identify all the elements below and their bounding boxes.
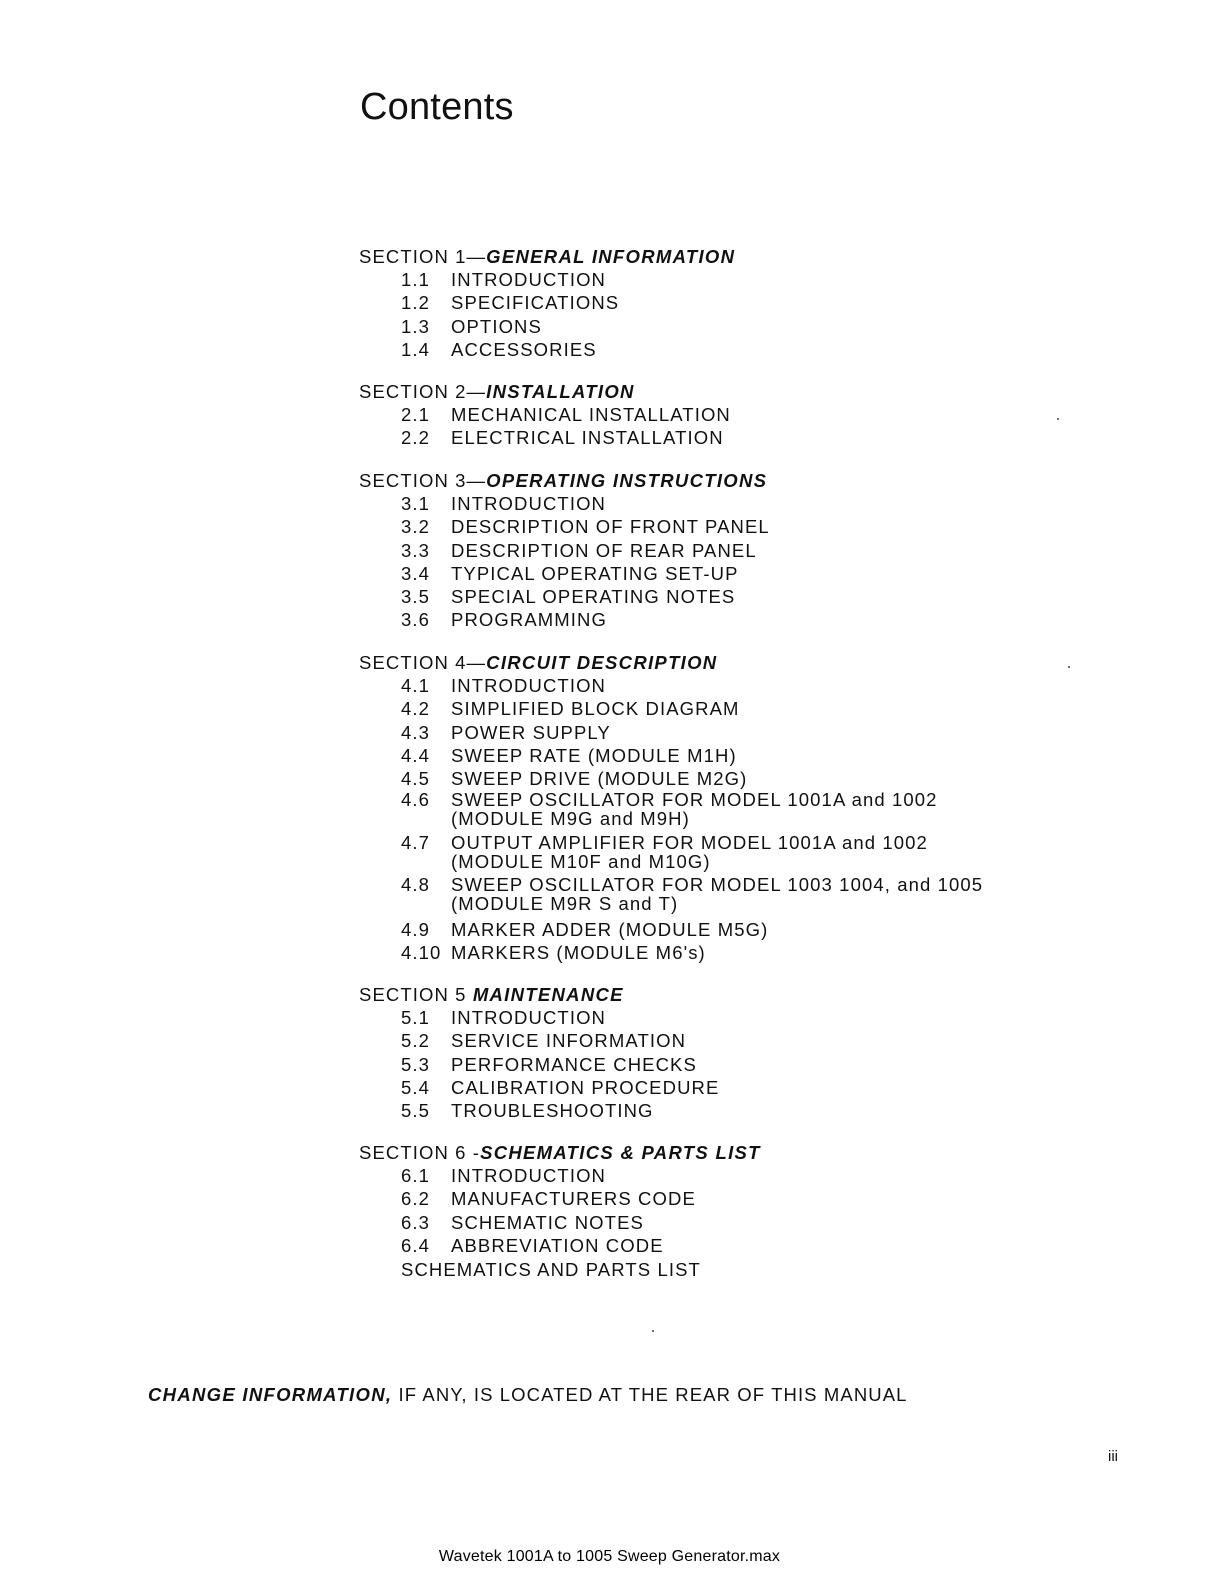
entry-number: 4.3 [401, 721, 431, 743]
entry-number: 6.1 [401, 1165, 431, 1186]
entry-text: MARKERS (MODULE M6's) [451, 942, 706, 964]
toc-entry [359, 608, 1059, 631]
section-heading [359, 651, 1059, 674]
scan-speck [1057, 418, 1059, 420]
toc-entry [359, 539, 1059, 562]
entry-text: ABBREVIATION CODE [451, 1234, 664, 1256]
entry-text: INTRODUCTION [451, 269, 607, 290]
toc-section-5 [359, 983, 1059, 1122]
toc-entry [359, 1076, 1059, 1099]
entry-number: 5.1 [401, 1007, 431, 1028]
section-heading [359, 1141, 1059, 1164]
entry-text: TYPICAL OPERATING SET-UP [451, 562, 739, 584]
entry-number: 5.5 [401, 1100, 431, 1122]
toc-entry [359, 790, 1059, 828]
entry-number: 1.2 [401, 292, 431, 314]
toc-section-2 [359, 380, 1059, 450]
entry-text: SWEEP OSCILLATOR FOR MODEL 1001A and 1002 [451, 789, 938, 811]
toc-entry [359, 1234, 1059, 1257]
entry-text: SERVICE INFORMATION [451, 1030, 687, 1052]
section-heading [359, 245, 1059, 268]
entry-number: 6.3 [401, 1211, 431, 1233]
section-title: MAINTENANCE [472, 984, 624, 1005]
section-heading [359, 380, 1059, 403]
entry-number: 3.3 [401, 539, 431, 561]
entry-number: 2.1 [401, 404, 431, 425]
entry-text: PERFORMANCE CHECKS [451, 1053, 697, 1075]
toc-entry [359, 268, 1059, 291]
entry-number: 4.8 [401, 874, 431, 896]
toc-entry [359, 338, 1059, 361]
entry-number: 1.1 [401, 269, 431, 290]
entry-text: INTRODUCTION [451, 1007, 607, 1028]
entry-text: PROGRAMMING [451, 609, 607, 631]
toc-section-1 [359, 245, 1059, 361]
toc-section-3 [359, 469, 1059, 632]
toc-entry [359, 1187, 1059, 1210]
section-prefix: SECTION 2— [359, 381, 487, 402]
entry-number: 6.4 [401, 1234, 431, 1256]
entry-text: INTRODUCTION [451, 1165, 607, 1186]
entry-number: 3.6 [401, 609, 431, 631]
toc-entry [359, 562, 1059, 585]
entry-number: 4.6 [401, 789, 431, 811]
toc-entry [359, 1053, 1059, 1076]
toc-entry [359, 1211, 1059, 1234]
toc-section-6 [359, 1141, 1059, 1283]
entry-text: CALIBRATION PROCEDURE [451, 1076, 720, 1098]
entry-number: 2.2 [401, 427, 431, 449]
entry-text: ACCESSORIES [451, 338, 597, 360]
toc-entry [359, 833, 1059, 871]
entry-text: MECHANICAL INSTALLATION [451, 404, 731, 425]
toc-entry [359, 515, 1059, 538]
toc-entry [359, 492, 1059, 515]
toc-entry [359, 585, 1059, 608]
scan-speck [1068, 666, 1070, 668]
toc-trailing-entry: SCHEMATICS AND PARTS LIST [401, 1259, 701, 1281]
entry-number: 3.5 [401, 586, 431, 608]
entry-number: 4.2 [401, 698, 431, 720]
section-title: SCHEMATICS & PARTS LIST [480, 1142, 761, 1163]
toc-entry [359, 291, 1059, 314]
entry-text: SPECIFICATIONS [451, 292, 620, 314]
toc-entry [359, 315, 1059, 338]
entry-number: 1.4 [401, 338, 431, 360]
page-number: iii [1108, 1448, 1118, 1465]
toc-entry [359, 918, 1059, 941]
entry-number: 4.4 [401, 744, 431, 766]
entry-text: MANUFACTURERS CODE [451, 1188, 696, 1210]
toc-entry [359, 1006, 1059, 1029]
entry-text: MARKER ADDER (MODULE M5G) [451, 918, 769, 940]
entry-number: 1.3 [401, 315, 431, 337]
section-prefix: SECTION 5 [359, 984, 473, 1005]
entry-text: TROUBLESHOOTING [451, 1100, 654, 1122]
section-title: INSTALLATION [486, 381, 635, 402]
section-prefix: SECTION 6 - [359, 1142, 481, 1163]
section-prefix: SECTION 3— [359, 470, 487, 491]
section-title: CIRCUIT DESCRIPTION [486, 652, 718, 673]
entry-text-continued: (MODULE M9G and M9H) [451, 808, 690, 830]
toc-entry [359, 767, 1059, 790]
entry-number: 3.4 [401, 562, 431, 584]
toc-entry [359, 403, 1059, 426]
section-prefix: SECTION 1— [359, 246, 487, 267]
entry-number: 4.10 [401, 942, 442, 964]
entry-text: SCHEMATIC NOTES [451, 1211, 644, 1233]
scan-speck [652, 1330, 654, 1332]
entry-text: DESCRIPTION OF FRONT PANEL [451, 516, 770, 538]
entry-text: POWER SUPPLY [451, 721, 611, 743]
entry-number: 3.2 [401, 516, 431, 538]
entry-text: INTRODUCTION [451, 493, 607, 514]
entry-text: SPECIAL OPERATING NOTES [451, 586, 736, 608]
section-heading [359, 469, 1059, 492]
toc-entry [359, 721, 1059, 744]
section-title: GENERAL INFORMATION [486, 246, 736, 267]
footer-filename: Wavetek 1001A to 1005 Sweep Generator.max [438, 1548, 781, 1565]
section-prefix: SECTION 4— [359, 652, 487, 673]
entry-number: 5.4 [401, 1076, 431, 1098]
entry-text: SWEEP OSCILLATOR FOR MODEL 1003 1004, and 1005 [451, 874, 984, 896]
entry-number: 5.3 [401, 1053, 431, 1075]
toc-entry [359, 875, 1059, 913]
entry-number: 4.5 [401, 768, 431, 790]
entry-text-continued: (MODULE M9R S and T) [451, 893, 679, 915]
toc-entry [359, 1164, 1059, 1187]
toc-entry [359, 697, 1059, 720]
entry-text-continued: (MODULE M10F and M10G) [451, 850, 711, 872]
toc-section-4 [359, 651, 1059, 965]
entry-text: OUTPUT AMPLIFIER FOR MODEL 1001A and 1002 [451, 831, 928, 853]
toc-entry [359, 941, 1059, 964]
entry-number: 6.2 [401, 1188, 431, 1210]
toc-entry [359, 1099, 1059, 1122]
entry-text: SWEEP DRIVE (MODULE M2G) [451, 768, 748, 790]
change-information-note [148, 1384, 908, 1406]
entry-number: 4.7 [401, 831, 431, 853]
change-information-label: CHANGE INFORMATION, [148, 1384, 393, 1405]
page-title: Contents [360, 86, 514, 128]
entry-text: SIMPLIFIED BLOCK DIAGRAM [451, 698, 740, 720]
change-information-text: IF ANY, IS LOCATED AT THE REAR OF THIS MANUAL [392, 1384, 908, 1405]
entry-text: SWEEP RATE (MODULE M1H) [451, 744, 737, 766]
section-heading [359, 983, 1059, 1006]
toc-entry [359, 744, 1059, 767]
section-title: OPERATING INSTRUCTIONS [486, 470, 768, 491]
entry-text: OPTIONS [451, 315, 542, 337]
entry-text: DESCRIPTION OF REAR PANEL [451, 539, 757, 561]
toc-entry [359, 674, 1059, 697]
entry-number: 4.9 [401, 918, 431, 940]
entry-number: 3.1 [401, 493, 431, 514]
entry-number: 5.2 [401, 1030, 431, 1052]
entry-text: ELECTRICAL INSTALLATION [451, 427, 724, 449]
toc-entry [359, 1029, 1059, 1052]
toc-entry [359, 426, 1059, 449]
entry-text: INTRODUCTION [451, 675, 607, 696]
entry-number: 4.1 [401, 675, 431, 696]
